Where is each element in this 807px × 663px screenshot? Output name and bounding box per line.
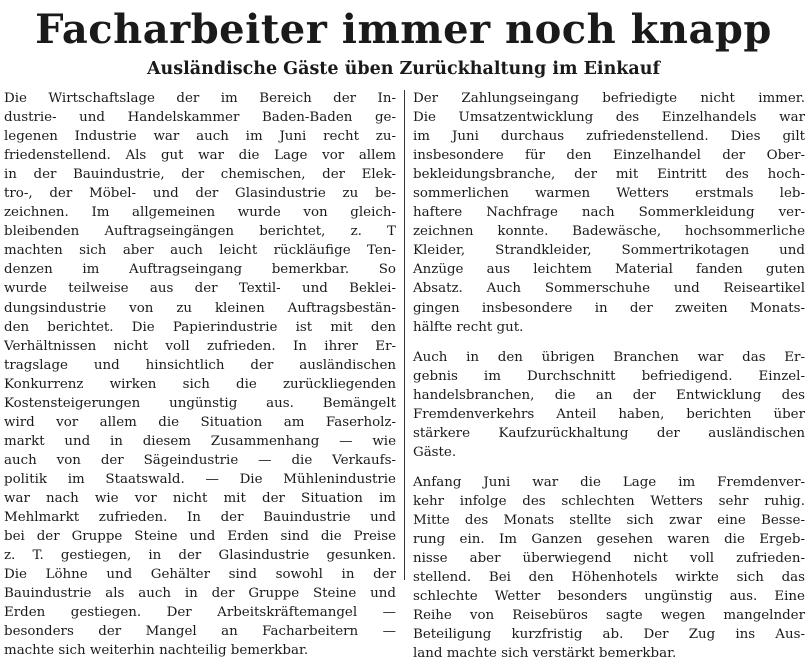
text-line: markt und in diesem Zusammenhang — wie (4, 433, 396, 449)
text-line: dustrie- und Handelskammer Baden-Baden ge- (4, 110, 396, 126)
text-line: wurde teilweise aus der Textil- und Beklei- (4, 281, 396, 297)
text-line: Fremdenverkehrs Anteil haben, berichten über (413, 406, 805, 422)
text-line: hälfte recht gut. (413, 319, 524, 335)
text-line: im Juni durchaus zufriedenstellend. Dies gilt (413, 129, 805, 145)
text-line: haftere Nachfrage nach Sommerkleidung ver- (413, 205, 805, 221)
right-column-paragraph (413, 473, 805, 663)
right-column-paragraph (413, 89, 805, 337)
text-line: machten sich aber auch leicht rückläufige Ten- (4, 243, 396, 259)
text-line: Anzüge aus leichtem Material fanden guten (413, 262, 805, 278)
right-column-paragraph (413, 348, 805, 462)
column-divider (404, 90, 405, 580)
text-line: Auch in den übrigen Branchen war das Er- (413, 349, 805, 365)
text-line: war nach wie vor nicht mit der Situation im (4, 490, 396, 506)
text-line: Der Zahlungseingang befriedigte nicht immer. (413, 91, 805, 106)
text-line: wird vor allem die Situation am Faserholz- (4, 414, 396, 430)
text-line: Erden gestiegen. Der Arbeitskräftemangel — (4, 605, 396, 621)
text-line: bleibenden Auftragseingängen berichtet, z. T (4, 224, 396, 240)
text-line: Kostensteigerungen ungünstig aus. Bemängelt (4, 395, 396, 411)
text-line: friedenstellend. Als gut war die Lage vor allem (4, 148, 396, 164)
text-line: Absatz. Auch Sommerschuhe und Reiseartikel (413, 281, 805, 297)
text-line: insbesondere für den Einzelhandel der Ober- (413, 148, 805, 164)
text-line: Anfang Juni war die Lage im Fremdenver- (413, 474, 805, 490)
text-line: den berichtet. Die Papierindustrie ist mit den (4, 319, 396, 335)
text-line: dungsindustrie von zu kleinen Auftragsbestän- (4, 300, 396, 316)
text-line: zeichnen konnte. Badewäsche, hochsommerliche (413, 224, 805, 240)
text-line: machte sich weiterhin nachteilig bemerkbar. (4, 643, 309, 659)
headline: Facharbeiter immer noch knapp (35, 6, 772, 53)
text-line: gebnis im Durchschnitt befriedigend. Einzel- (413, 368, 805, 384)
text-line: bei der Gruppe Steine und Erden sind die Preise (4, 529, 396, 545)
text-line: denzen im Auftragseingang bemerkbar. So (4, 262, 396, 278)
text-line: schlechte Wetter besonders ungünstig aus. Eine (413, 589, 805, 605)
text-line: land machte sich verstärkt bemerkbar. (413, 646, 677, 662)
text-line: bekleidungsbranche, der mit Eintritt des hoch- (413, 167, 805, 183)
left-column (4, 89, 396, 660)
text-line: stellend. Bei den Höhenhotels wirkte sich das (413, 570, 805, 586)
text-line: Die Löhne und Gehälter sind sowohl in der (4, 567, 396, 583)
text-line: tro-, der Möbel- und der Glasindustrie zu be- (4, 186, 396, 202)
right-column (413, 89, 805, 663)
text-line: Mehlmarkt zufrieden. In der Bauindustrie und (4, 510, 396, 526)
text-line: auch von der Sägeindustrie — die Verkaufs- (4, 452, 396, 468)
subheadline: Ausländische Gäste üben Zurückhaltung im Einkauf (146, 59, 661, 79)
text-line: gingen insbesondere in der zweiten Monats- (413, 300, 805, 316)
text-line: legenen Industrie war auch im Juni recht zu- (4, 129, 396, 145)
text-line: zeichnen. Im allgemeinen wurde von gleich- (4, 205, 396, 221)
paragraph-gap (413, 462, 805, 473)
text-line: Konkurrenz wirken sich die zurückliegenden (4, 376, 396, 392)
text-line: tragslage und hinsichtlich der ausländischen (4, 357, 396, 373)
text-line: Mitte des Monats stellte sich zwar eine Besse- (413, 512, 805, 528)
text-line: Gäste. (413, 444, 457, 460)
text-line: Beteiligung kurzfristig ab. Der Zug ins Aus- (413, 627, 805, 643)
text-line: Kleider, Strandkleider, Sommertrikotagen und (413, 243, 805, 259)
text-line: Bauindustrie als auch in der Gruppe Steine und (4, 586, 396, 602)
text-line: Die Wirtschaftslage der im Bereich der In- (4, 91, 396, 106)
text-line: Verhältnissen nicht voll zufrieden. In ihrer Er- (4, 338, 396, 354)
text-line: stärkere Kaufzurückhaltung der ausländischen (413, 425, 805, 441)
text-line: z. T. gestiegen, in der Glasindustrie gesunken. (4, 548, 396, 564)
paragraph-gap (413, 337, 805, 348)
text-line: Reihe von Reisebüros sagte wegen mangelnder (413, 608, 805, 624)
text-line: handelsbranchen, die an der Entwicklung des (413, 387, 805, 403)
text-line: rung ein. Im Ganzen gesehen waren die Ergeb- (413, 532, 805, 548)
text-line: kehr infolge des schlechten Wetters sehr ruhig. (413, 493, 805, 509)
text-line: sommerlichen warmen Wetters erstmals leb- (413, 186, 805, 202)
text-line: in der Bauindustrie, der chemischen, der Elek- (4, 167, 396, 183)
left-column-paragraph (4, 89, 396, 660)
text-line: Die Umsatzentwicklung des Einzelhandels war (413, 110, 805, 126)
text-line: politik im Staatswald. — Die Mühlenindustrie (4, 471, 396, 487)
text-line: nisse aber überwiegend nicht voll zufrieden- (413, 551, 805, 567)
text-line: besonders der Mangel an Facharbeitern — (4, 624, 396, 640)
